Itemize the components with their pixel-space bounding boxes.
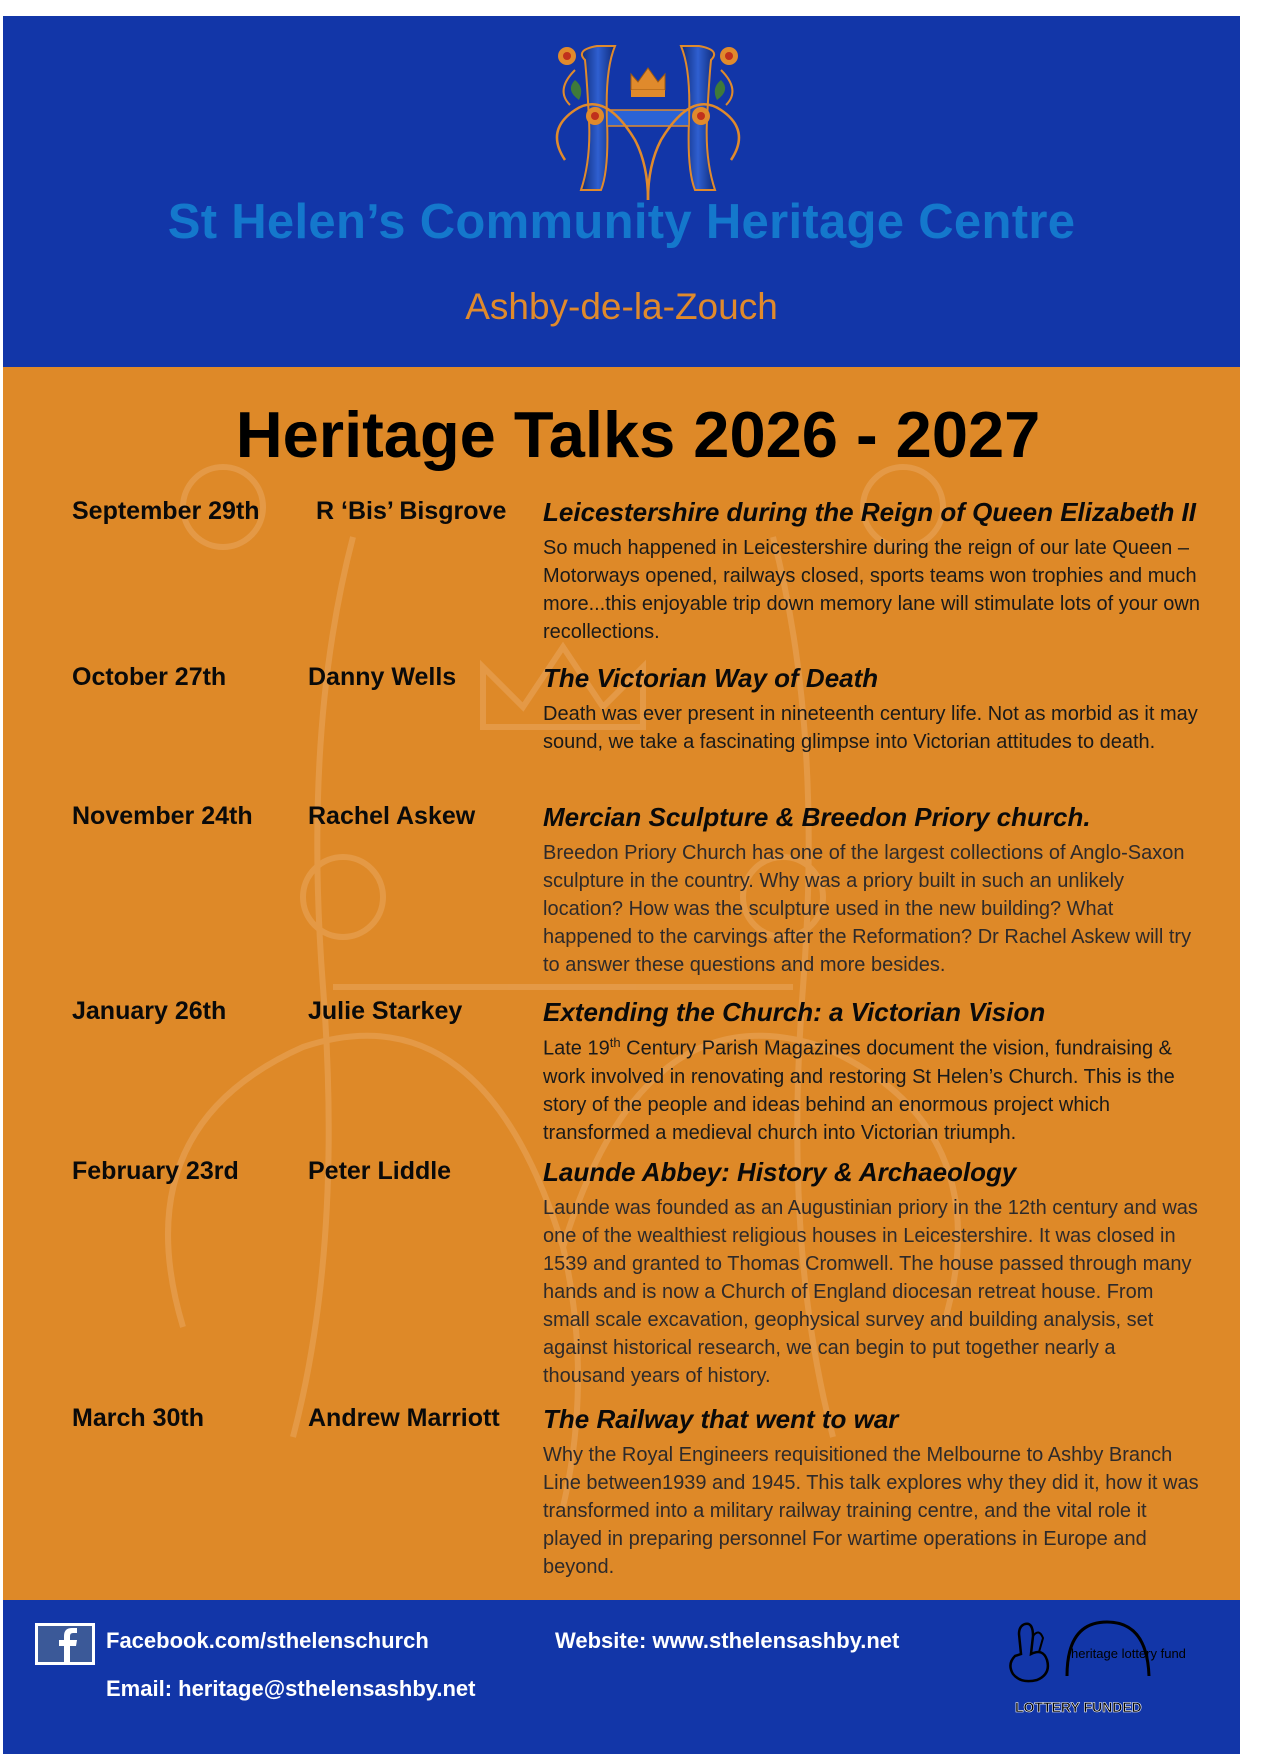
talk-speaker: Andrew Marriott [308, 1404, 500, 1432]
talk-title: The Railway that went to war [543, 1404, 899, 1434]
lottery-funded-label: LOTTERY FUNDED [1015, 1699, 1142, 1715]
lottery-logo-wordmark: heritage lottery fund [1071, 1646, 1186, 1661]
talk-description [543, 1029, 1203, 1147]
talks-panel [3, 367, 1240, 1600]
ordinal-suffix: th [609, 1035, 621, 1050]
talk-description: Launde was founded as an Augustinian priory in the 12th century and was one of the wealthiest religious houses in Leicestershire. It was closed in 1539 and granted to Thomas Cromwell. The house passed through many hands and is now a Church of England diocesan retreat house. From small scale excavation, geophysical survey and building analysis, set against historical research, we can begin to put together nearly a thousand years of history. [543, 1197, 1198, 1387]
talk-description-rest: Century Parish Magazines document the vision, fundraising & work involved in renovating and restoring St Helen’s Church. This is the story of the people and ideas behind an enormous project which transformed a medieval church into Victorian triumph. [543, 1037, 1175, 1144]
talk-description-start: Late 19 [543, 1037, 610, 1060]
heritage-monogram-logo-icon [545, 30, 751, 202]
header-banner [3, 16, 1240, 367]
talk-description: Why the Royal Engineers requisitioned the Melbourne to Ashby Branch Line between1939 and 1945. This talk explores why they did it, how it was transformed into a military railway training centre, and the vital role it played in preparing personnel For wartime operations in Europe and beyond. [543, 1444, 1199, 1578]
talk-date: January 26th [72, 997, 227, 1025]
talk-title: Mercian Sculpture & Breedon Priory church. [543, 802, 1091, 832]
organisation-town: Ashby-de-la-Zouch [465, 286, 778, 327]
lottery-fund-logo-icon [1003, 1618, 1186, 1728]
talk-speaker: Danny Wells [308, 663, 457, 691]
facebook-icon[interactable] [34, 1622, 96, 1666]
talk-description: Breedon Priory Church has one of the largest collections of Anglo-Saxon sculpture in the country. Why was a priory built in such an unlikely location? How was the sculpture used in the new building? What happened to the carvings after the Reformation? Dr Rachel Askew will try to answer these questions and more besides. [543, 842, 1192, 976]
footer-banner [3, 1600, 1240, 1754]
talk-date: September 29th [72, 497, 260, 525]
talk-speaker: R ‘Bis’ Bisgrove [316, 497, 507, 525]
talk-speaker: Peter Liddle [308, 1157, 452, 1185]
facebook-link[interactable]: Facebook.com/sthelenschurch [106, 1628, 429, 1653]
talk-title: Leicestershire during the Reign of Queen Elizabeth II [543, 497, 1197, 527]
talk-description: Death was ever present in nineteenth century life. Not as morbid as it may sound, we take a fascinating glimpse into Victorian attitudes to death. [543, 703, 1198, 753]
talk-date: November 24th [72, 802, 253, 830]
email-link[interactable]: Email: heritage@sthelensashby.net [106, 1676, 476, 1701]
organisation-name: St Helen’s Community Heritage Centre [167, 195, 1076, 249]
talk-date: October 27th [72, 663, 227, 691]
talk-description: So much happened in Leicestershire during the reign of our late Queen – Motorways opened, railways closed, sports teams won trophies and much more...this enjoyable trip down memory lane will stimulate lots of your own recollections. [543, 537, 1200, 643]
page-title: Heritage Talks 2026 - 2027 [235, 398, 1041, 471]
talk-speaker: Julie Starkey [308, 997, 463, 1025]
talk-speaker: Rachel Askew [308, 802, 476, 830]
talk-title: Launde Abbey: History & Archaeology [543, 1157, 1017, 1187]
talk-title: Extending the Church: a Victorian Vision [543, 997, 1046, 1027]
talk-title: The Victorian Way of Death [543, 663, 879, 693]
talk-date: March 30th [72, 1404, 204, 1432]
talk-date: February 23rd [72, 1157, 239, 1185]
website-link[interactable]: Website: www.sthelensashby.net [555, 1628, 900, 1653]
